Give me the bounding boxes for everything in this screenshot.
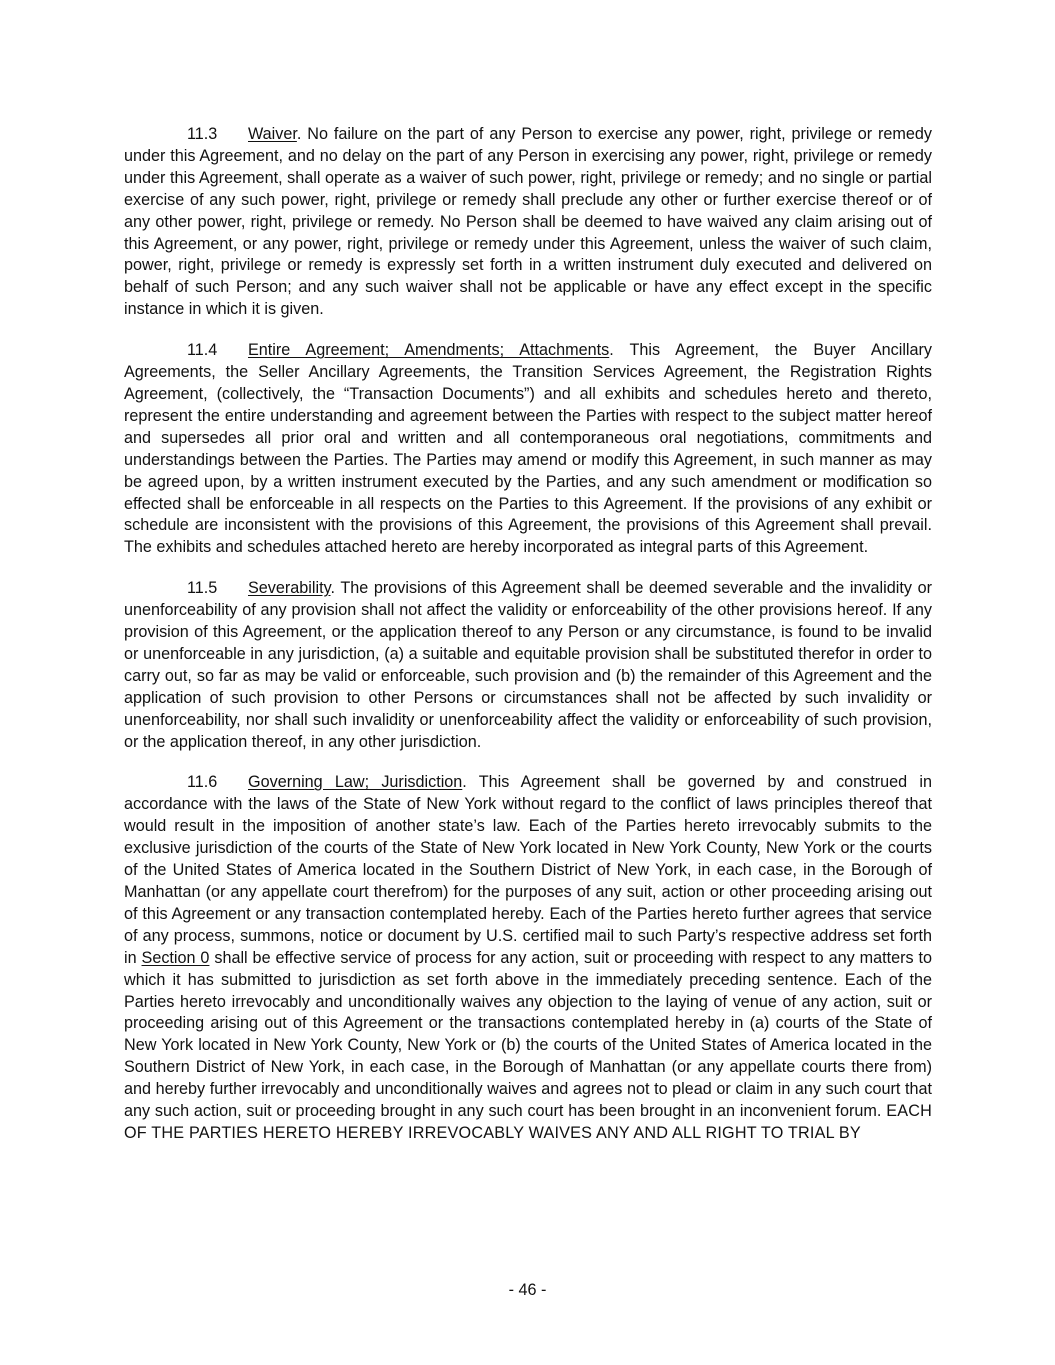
section-11-3	[124, 124, 932, 321]
document-page	[124, 124, 932, 1164]
section-number: 11.5	[187, 579, 218, 598]
page-number: - 46 -	[508, 1281, 547, 1299]
section-number: 11.4	[187, 341, 218, 360]
section-number: 11.6	[187, 773, 218, 792]
section-body: . This Agreement, the Buyer Ancillary Agreements, the Seller Ancillary Agreements, the Transition Services Agreement, the Registration Rights Agreement, (collectively, the “Transaction Documents”) and all exhibits and schedules hereto and thereto, represent the entire understanding and agreement between the Parties with respect to the subject matter hereof and supersedes all prior oral and written and all contemporaneous oral negotiations, commitments and understandings between the Parties. The Parties may amend or modify this Agreement, in such manner as may be agreed upon, by a written instrument executed by the Parties, and any such amendment or modification so effected shall be enforceable in all respects on the Parties to this Agreement. If the provisions of any exhibit or schedule are inconsistent with the provisions of this Agreement, the provisions of this Agreement shall prevail. The exhibits and schedules attached hereto are hereby incorporated as integral parts of this Agreement.	[124, 341, 932, 557]
section-heading: Waiver	[248, 125, 297, 143]
section-cross-reference-link[interactable]: Section 0	[141, 948, 210, 967]
section-body-part-2: shall be effective service of process for any action, suit or proceeding with respect to any matters to which it has submitted to jurisdiction as set forth above in the immediately preceding sentence. Each of the Parties hereto irrevocably and unconditionally waives any objection to the laying of venue of any action, suit or proceeding arising out of this Agreement or the transactions contemplated hereby in (a) courts of the State of New York located in New York County, New York or (b) the courts of the United States of America located in the Southern District of New York, in each case, in the Borough of Manhattan (or any appellate courts there from) and hereby further irrevocably and unconditionally waives and agrees not to plead or claim in any such court that any such action, suit or proceeding brought in any such court has been brought in an inconvenient forum.	[124, 948, 932, 1121]
section-heading: Entire Agreement; Amendments; Attachments	[248, 341, 610, 360]
section-number: 11.3	[187, 125, 218, 143]
section-body-part-1: . This Agreement shall be governed by and construed in accordance with the laws of the State of New York without regard to the conflict of laws principles thereof that would result in the imposition of another state’s law. Each of the Parties hereto irrevocably submits to the exclusive jurisdiction of the courts of the State of New York located in New York County, New York or the courts of the United States of America located in the Southern District of New York, in each case, in the Borough of Manhattan (or any appellate court therefrom) for the purposes of any suit, action or other proceeding arising out of this Agreement or any transaction contemplated hereby. Each of the Parties hereto further agrees that service of any process, summons, notice or document by U.S. certified mail to such Party’s respective address set forth in	[124, 773, 932, 967]
section-body: . The provisions of this Agreement shall be deemed severable and the invalidity or unenforceability of any provision shall not affect the validity or enforceability of the other provisions hereof. If any provision of this Agreement, or the application thereof to any Person or any circumstance, is found to be invalid or unenforceable in any jurisdiction, (a) a suitable and equitable provision shall be substituted therefor in order to carry out, so far as may be valid or enforceable, such provision and (b) the remainder of this Agreement and the application of such provision to other Persons or circumstances shall not be affected by such invalidity or unenforceability, nor shall such invalidity or unenforceability affect the validity or enforceability of such provision, or the application thereof, in any other jurisdiction.	[124, 579, 932, 751]
section-heading: Severability	[248, 579, 331, 598]
jury-waiver-caps-text: EACH OF THE PARTIES HERETO HEREBY IRREVOCABLY WAIVES ANY AND ALL RIGHT TO TRIAL BY	[124, 1102, 932, 1142]
section-11-4	[124, 340, 932, 559]
section-11-5	[124, 578, 932, 753]
section-11-6	[124, 772, 932, 1144]
section-heading: Governing Law; Jurisdiction	[248, 773, 463, 792]
section-body: . No failure on the part of any Person to exercise any power, right, privilege or remedy under this Agreement, and no delay on the part of any Person in exercising any power, right, privilege or remedy under this Agreement, shall operate as a waiver of such power, right, privilege or remedy; and no single or partial exercise of any such power, right, privilege or remedy shall preclude any other or further exercise thereof or of any other power, right, privilege or remedy. No Person shall be deemed to have waived any claim arising out of this Agreement, or any power, right, privilege or remedy under this Agreement, unless the waiver of such claim, power, right, privilege or remedy is expressly set forth in a written instrument duly executed and delivered on behalf of such Person; and any such waiver shall not be applicable or have any effect except in the specific instance in which it is given.	[124, 125, 932, 319]
